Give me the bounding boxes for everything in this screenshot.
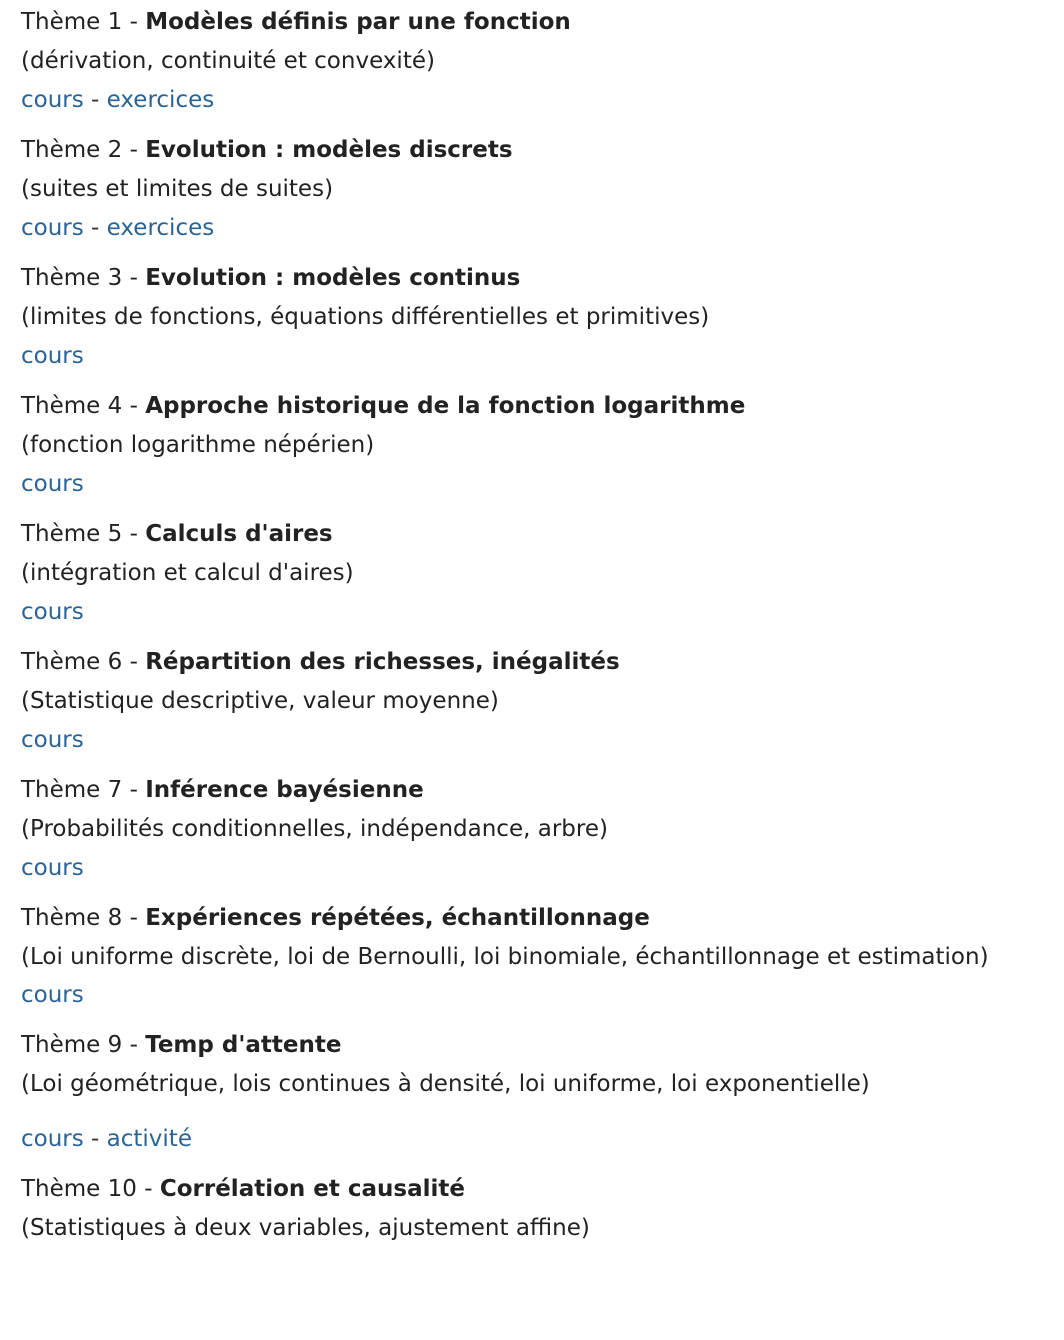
theme-number: Thème 7 - — [21, 777, 146, 803]
cours-link[interactable]: cours — [21, 982, 84, 1008]
theme-links — [21, 593, 1041, 632]
link-separator: - — [83, 1126, 107, 1152]
theme-1 — [21, 3, 1041, 120]
theme-description: (Loi géométrique, lois continues à densité, loi uniforme, loi exponentielle) — [21, 1071, 870, 1097]
theme-description: (limites de fonctions, équations différentielles et primitives) — [21, 304, 710, 330]
theme-title — [21, 899, 1041, 938]
theme-links — [21, 81, 1041, 120]
theme-number: Thème 9 - — [21, 1032, 146, 1058]
theme-number: Thème 10 - — [21, 1176, 160, 1202]
theme-7 — [21, 771, 1041, 888]
theme-name: Temp d'attente — [145, 1032, 342, 1058]
theme-10 — [21, 1170, 1041, 1248]
cours-link[interactable]: cours — [21, 855, 84, 881]
theme-title — [21, 1026, 1041, 1065]
theme-links — [21, 849, 1041, 888]
theme-description: (dérivation, continuité et convexité) — [21, 48, 435, 74]
cours-link[interactable]: cours — [21, 87, 84, 113]
link-separator: - — [83, 215, 107, 241]
theme-5 — [21, 515, 1041, 632]
theme-name: Modèles définis par une fonction — [145, 9, 571, 35]
exercices-link[interactable]: exercices — [106, 87, 215, 113]
cours-link[interactable]: cours — [21, 471, 84, 497]
theme-number: Thème 5 - — [21, 521, 146, 547]
theme-number: Thème 3 - — [21, 265, 146, 291]
theme-description: (suites et limites de suites) — [21, 176, 334, 202]
theme-name: Corrélation et causalité — [159, 1176, 465, 1202]
theme-4 — [21, 387, 1041, 504]
theme-description: (fonction logarithme népérien) — [21, 432, 375, 458]
theme-name: Inférence bayésienne — [145, 777, 424, 803]
theme-6 — [21, 643, 1041, 760]
theme-description: (Statistiques à deux variables, ajustement affine) — [21, 1215, 590, 1241]
theme-number: Thème 8 - — [21, 905, 146, 931]
theme-title — [21, 3, 1041, 42]
theme-name: Répartition des richesses, inégalités — [145, 649, 620, 675]
theme-description: (Statistique descriptive, valeur moyenne) — [21, 688, 499, 714]
theme-8 — [21, 899, 1041, 1015]
theme-title — [21, 1170, 1041, 1209]
theme-title — [21, 515, 1041, 554]
theme-links — [21, 721, 1041, 760]
theme-description: (Loi uniforme discrète, loi de Bernoulli, loi binomiale, échantillonnage et estimation) — [21, 944, 989, 970]
link-separator: - — [83, 87, 107, 113]
theme-name: Evolution : modèles discrets — [145, 137, 513, 163]
theme-list — [21, 0, 1041, 1248]
theme-title — [21, 387, 1041, 426]
exercices-link[interactable]: exercices — [106, 215, 215, 241]
theme-number: Thème 6 - — [21, 649, 146, 675]
theme-links — [21, 465, 1041, 504]
theme-2 — [21, 131, 1041, 248]
cours-link[interactable]: cours — [21, 1126, 84, 1152]
cours-link[interactable]: cours — [21, 215, 84, 241]
theme-links — [21, 337, 1041, 376]
theme-links — [21, 976, 1041, 1015]
theme-name: Calculs d'aires — [145, 521, 333, 547]
theme-description: (intégration et calcul d'aires) — [21, 560, 354, 586]
theme-name: Evolution : modèles continus — [145, 265, 521, 291]
theme-links — [21, 209, 1041, 248]
cours-link[interactable]: cours — [21, 727, 84, 753]
theme-links — [21, 1120, 1041, 1159]
activite-link[interactable]: activité — [106, 1126, 192, 1152]
theme-number: Thème 4 - — [21, 393, 146, 419]
theme-number: Thème 1 - — [21, 9, 146, 35]
theme-title — [21, 259, 1041, 298]
theme-3 — [21, 259, 1041, 376]
theme-title — [21, 643, 1041, 682]
theme-name: Expériences répétées, échantillonnage — [145, 905, 650, 931]
theme-number: Thème 2 - — [21, 137, 146, 163]
theme-title — [21, 771, 1041, 810]
cours-link[interactable]: cours — [21, 343, 84, 369]
cours-link[interactable]: cours — [21, 599, 84, 625]
theme-title — [21, 131, 1041, 170]
theme-name: Approche historique de la fonction logarithme — [145, 393, 746, 419]
theme-description: (Probabilités conditionnelles, indépendance, arbre) — [21, 816, 608, 842]
theme-9 — [21, 1026, 1041, 1159]
